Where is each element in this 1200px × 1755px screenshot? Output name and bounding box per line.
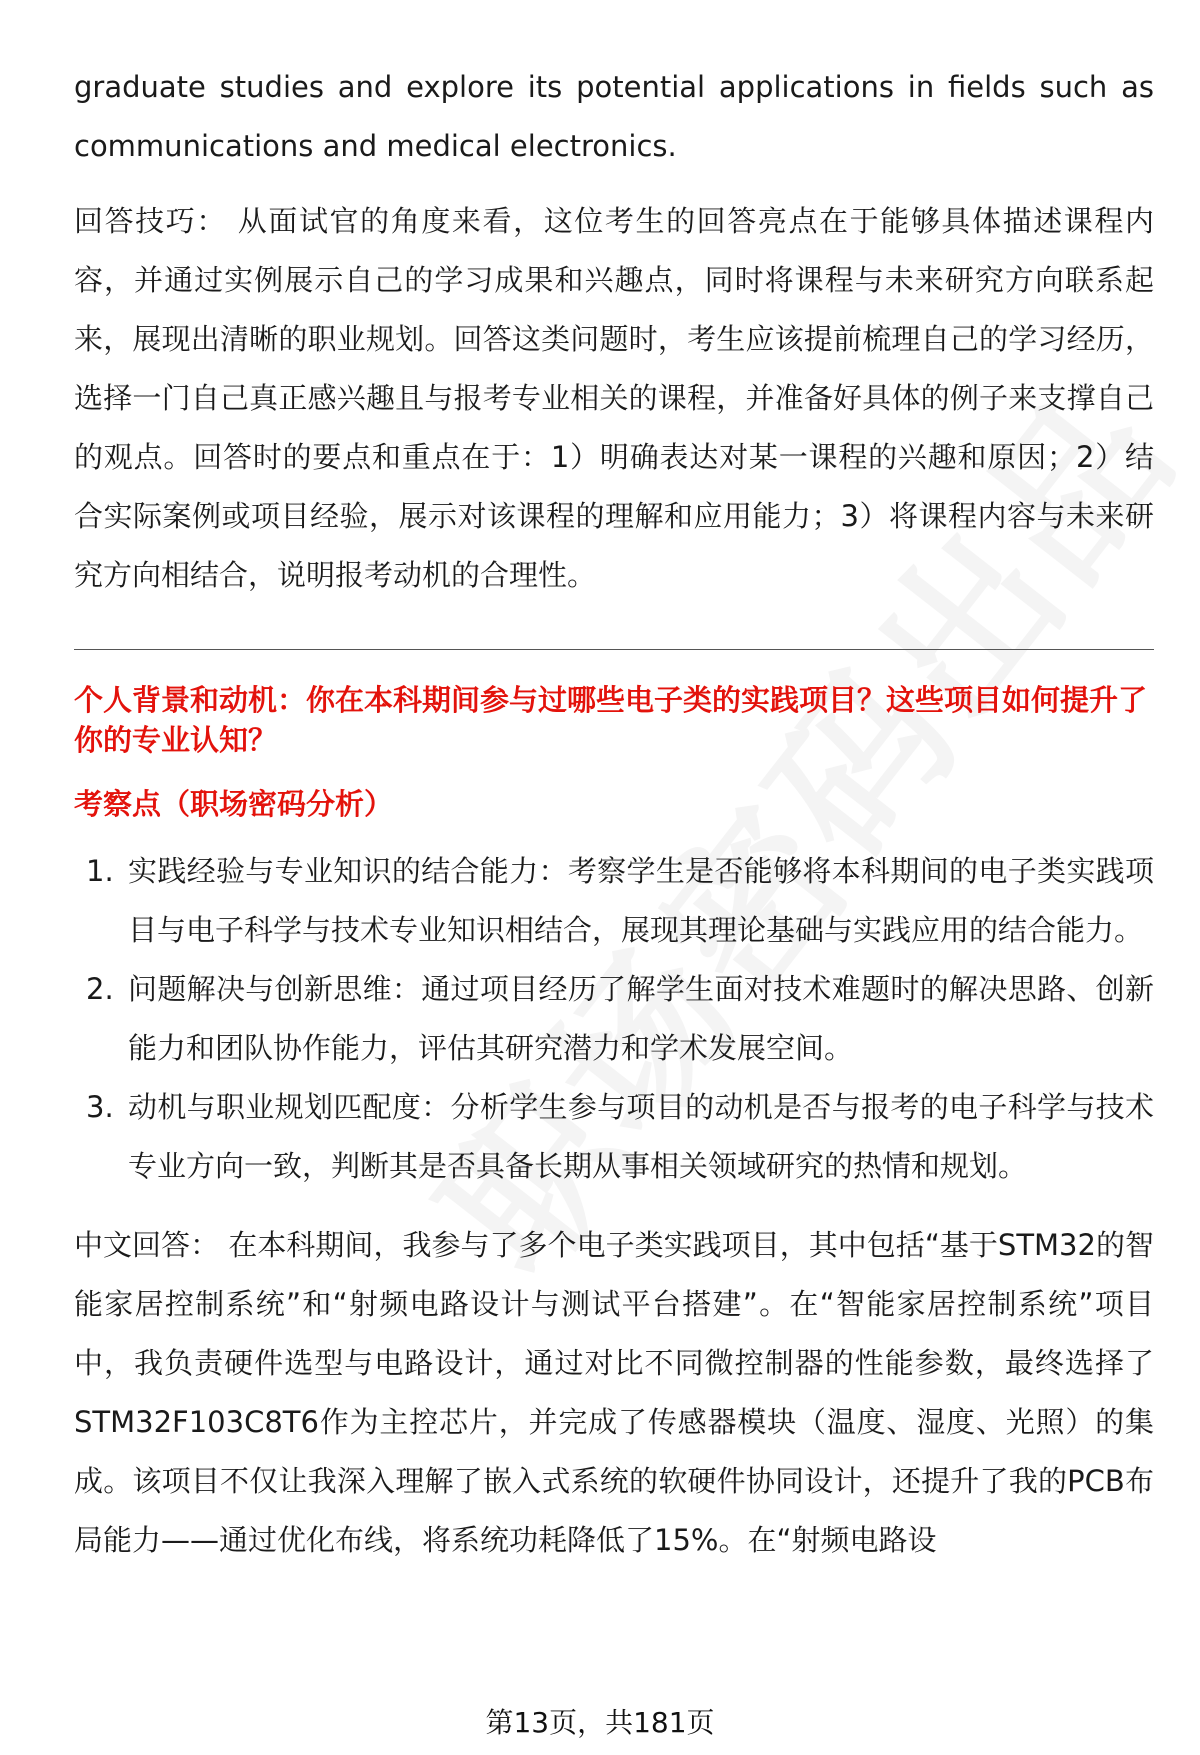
- assessment-heading: 考察点（职场密码分析）: [74, 787, 394, 821]
- assessment-list: [74, 842, 1154, 1196]
- list-item-text: 问题解决与创新思维：通过项目经历了解学生面对技术难题时的解决思路、创新能力和团队协作能力，评估其研究潜力和学术发展空间。: [128, 972, 1154, 1065]
- list-number: 3.: [86, 1090, 114, 1124]
- list-number: 2.: [86, 972, 114, 1006]
- document-page: [74, 58, 1154, 1570]
- list-item-text: 动机与职业规划匹配度：分析学生参与项目的动机是否与报考的电子科学与技术专业方向一致，判断其是否具备长期从事相关领域研究的热情和规划。: [128, 1090, 1154, 1183]
- tips-paragraph: 回答技巧： 从面试官的角度来看，这位考生的回答亮点在于能够具体描述课程内容，并通过实例展示自己的学习成果和兴趣点，同时将课程与未来研究方向联系起来，展现出清晰的职业规划。回答这类问题时，考生应该提前梳理自己的学习经历，选择一门自己真正感兴趣且与报考专业相关的课程，并准备好具体的例子来支撑自己的观点。回答时的要点和重点在于：1）明确表达对某一课程的兴趣和原因；2）结合实际案例或项目经验，展示对该课程的理解和应用能力；3）将课程内容与未来研究方向相结合，说明报考动机的合理性。: [74, 204, 1154, 592]
- answer-paragraph: 中文回答： 在本科期间，我参与了多个电子类实践项目，其中包括“基于STM32的智能家居控制系统”和“射频电路设计与测试平台搭建”。在“智能家居控制系统”项目中，我负责硬件选型与电路设计，通过对比不同微控制器的性能参数，最终选择了STM32F103C8T6作为主控芯片，并完成了传感器模块（温度、湿度、光照）的集成。该项目不仅让我深入理解了嵌入式系统的软硬件协同设计，还提升了我的PCB布局能力——通过优化布线，将系统功耗降低了15%。在“射频电路设: [74, 1228, 1154, 1557]
- section-divider: [74, 649, 1154, 650]
- list-item: [74, 842, 1154, 960]
- page-number: 第13页，共181页: [485, 1706, 715, 1739]
- question-title: 个人背景和动机：你在本科期间参与过哪些电子类的实践项目？这些项目如何提升了你的专业认知？: [74, 683, 1148, 757]
- intro-paragraph: graduate studies and explore its potential applications in fields such as communications and medical electronics.: [74, 70, 1154, 163]
- list-number: 1.: [86, 854, 114, 888]
- list-item-text: 实践经验与专业知识的结合能力：考察学生是否能够将本科期间的电子类实践项目与电子科学与技术专业知识相结合，展现其理论基础与实践应用的结合能力。: [128, 854, 1154, 947]
- list-item: [74, 1078, 1154, 1196]
- list-item: [74, 960, 1154, 1078]
